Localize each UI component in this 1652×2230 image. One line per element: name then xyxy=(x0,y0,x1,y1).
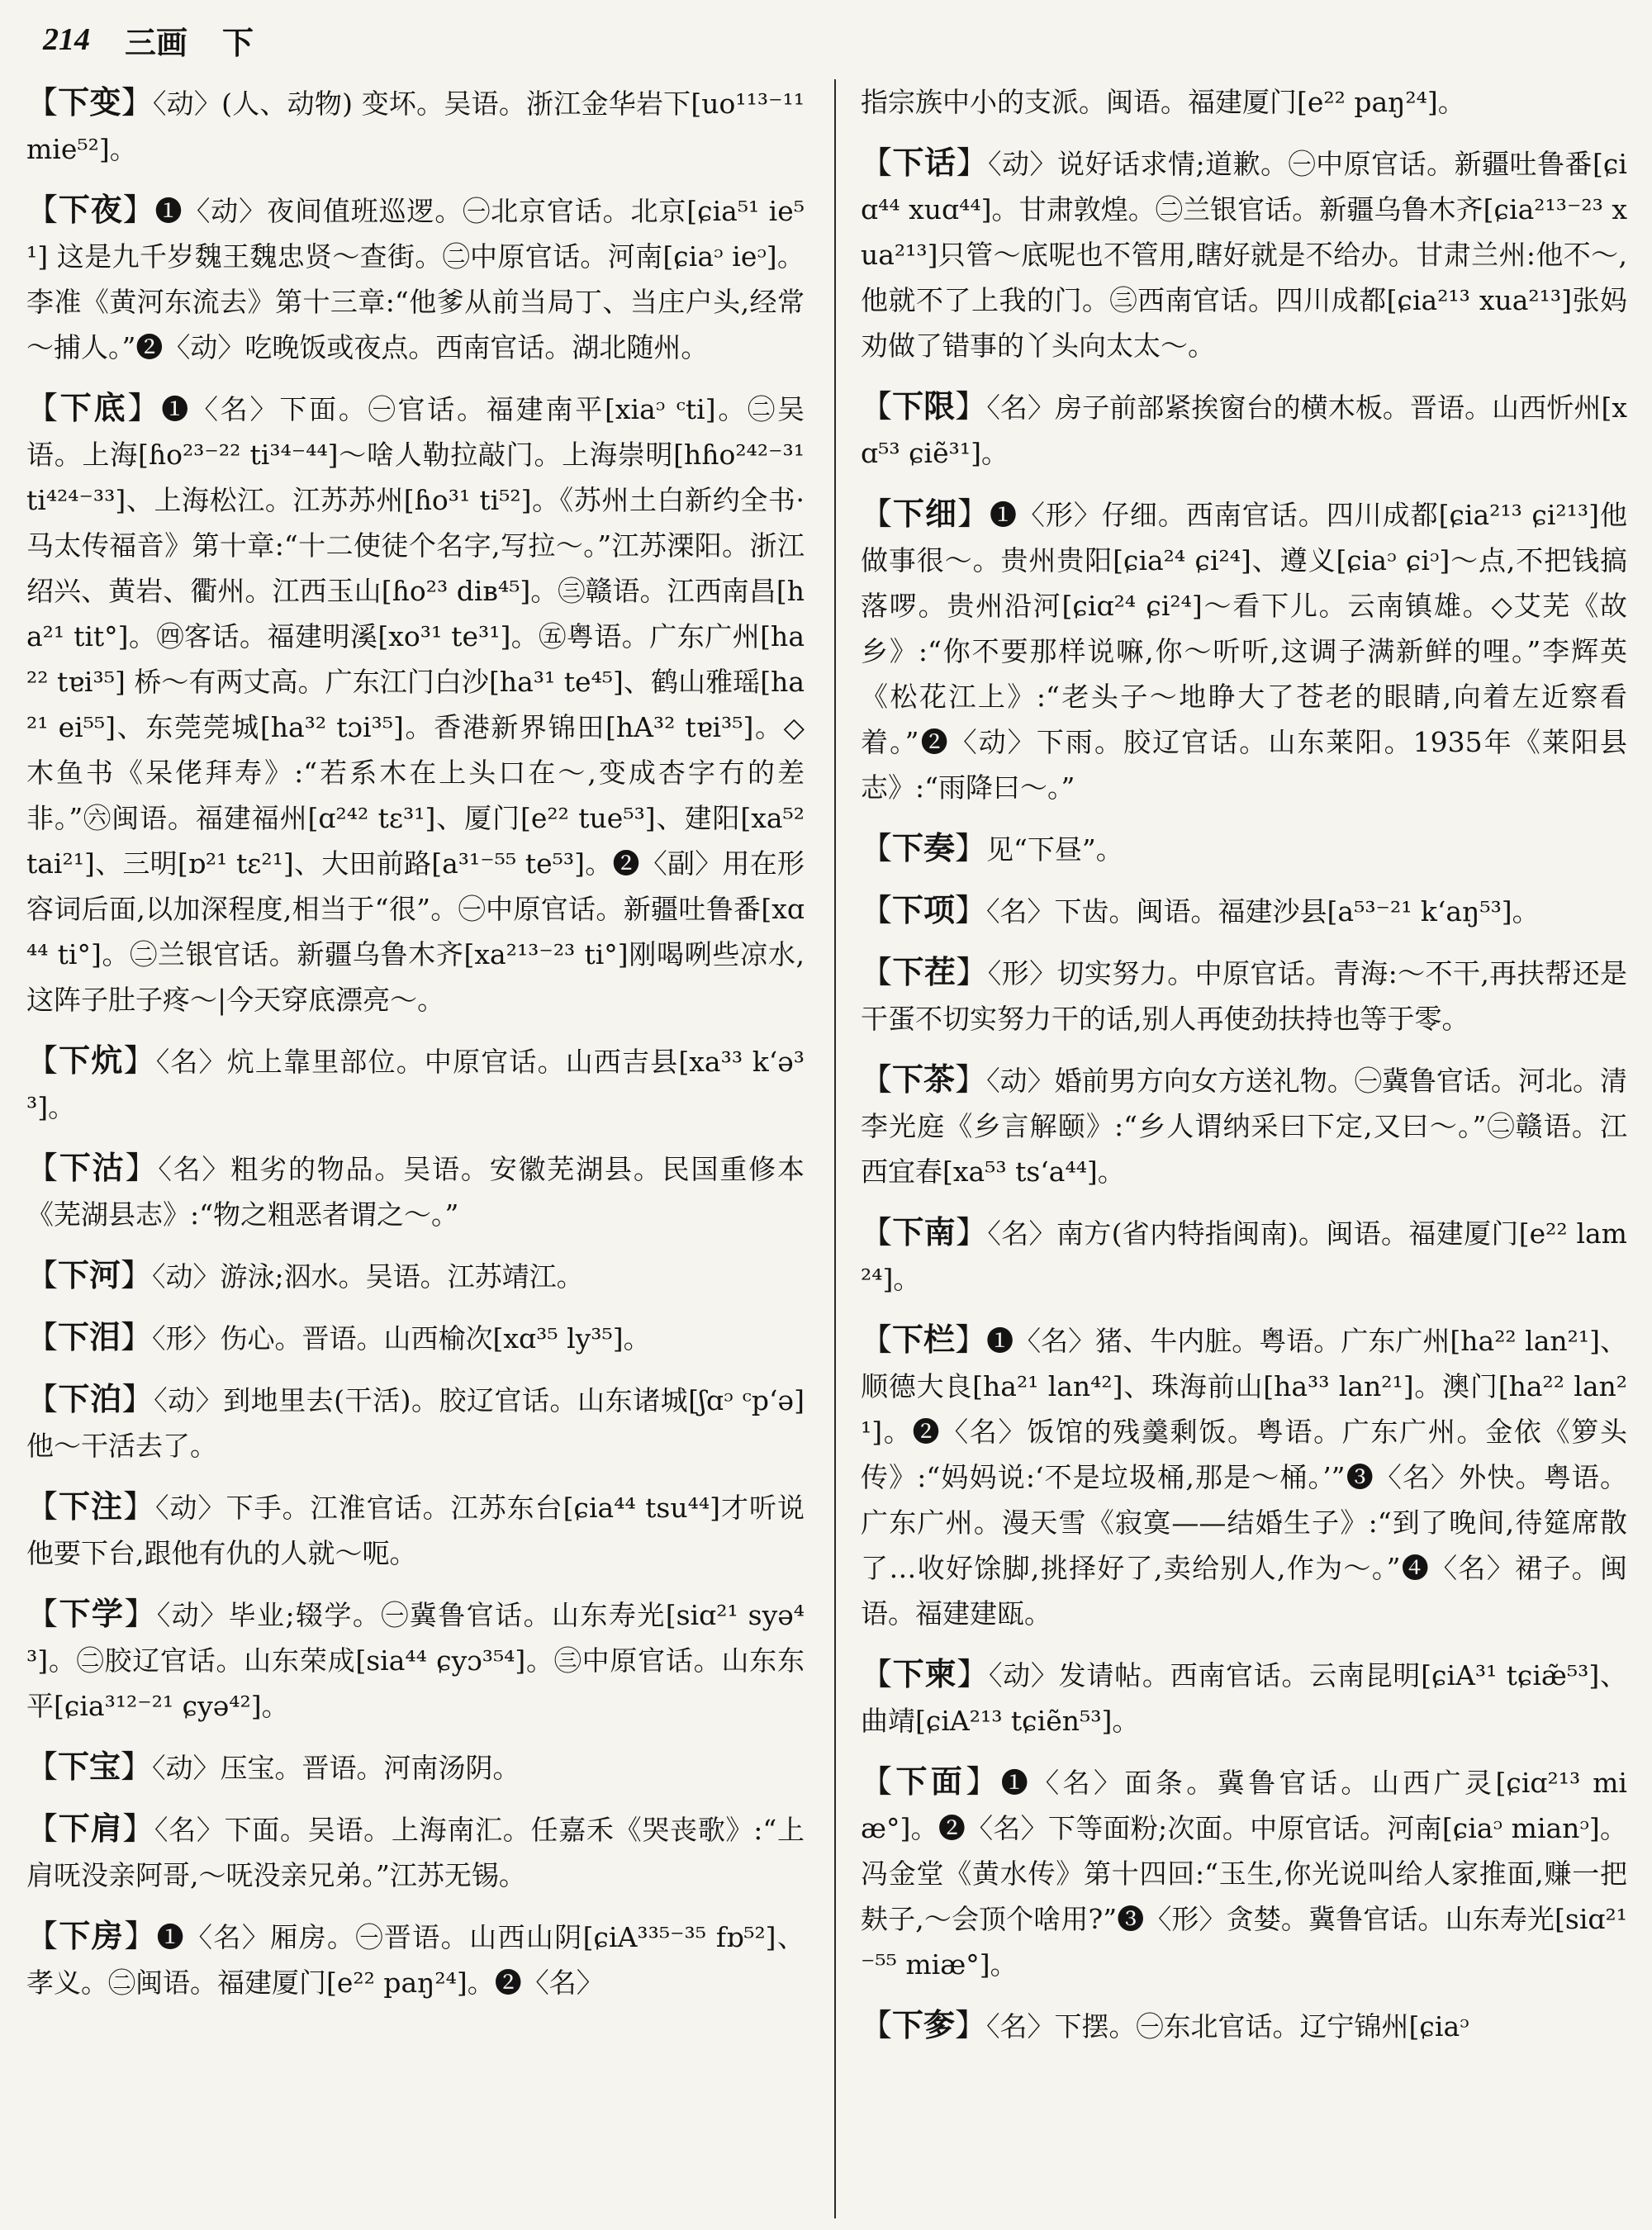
entry-definition: 〈动〉到地里去(干活)。胶辽官话。山东诸城[ʃɑᵓ ᶜpʻə]他～干活去了。 xyxy=(26,1384,805,1462)
entry-headword: 【下细】 xyxy=(861,495,990,532)
entry-definition: 〈动〉婚前男方向女方送礼物。㊀冀鲁官话。河北。清李光庭《乡言解颐》:“乡人谓纳采曰下定,又曰～。”㊁赣语。江西宜春[xa⁵³ tsʻa⁴⁴]。 xyxy=(861,1065,1627,1188)
entry-headword: 【下话】 xyxy=(861,144,988,181)
entry-definition: 〈名〉下齿。闽语。福建沙县[a⁵³⁻²¹ kʻaŋ⁵³]。 xyxy=(986,895,1540,928)
dictionary-entry xyxy=(26,1744,805,1791)
page-number: 214 xyxy=(43,22,90,57)
entry-headword: 【下注】 xyxy=(26,1487,156,1525)
entry-definition: 〈名〉房子前部紧挨窗台的横木板。晋语。山西忻州[xɑ⁵³ ɕiẽ³¹]。 xyxy=(861,391,1627,469)
entry-definition: ❶〈名〉面条。冀鲁官话。山西广灵[ɕiɑ²¹³ miæ°]。❷〈名〉下等面粉;次面。中原官话。河南[ɕiaᵓ mianᵓ]。冯金堂《黄水传》第十四回:“玉生,你光说叫给人家推面,赚一把麸子,～会顶个啥用?”❸〈形〉贪婪。冀鲁官话。山东寿光[siɑ²¹⁻⁵⁵ miæ°]。 xyxy=(861,1767,1627,1981)
dictionary-entry xyxy=(26,1037,805,1130)
dictionary-entry xyxy=(26,385,805,1022)
entry-definition: 〈名〉下摆。㊀东北官话。辽宁锦州[ɕiaᵓ xyxy=(986,2010,1469,2043)
dictionary-entry xyxy=(861,1056,1627,1194)
entry-headword: 【下泊】 xyxy=(26,1380,154,1417)
entry-definition: 〈动〉发请帖。西南官话。云南昆明[ɕiA³¹ tɕiæ̃⁵³]、曲靖[ɕiA²¹³ tɕiẽn⁵³]。 xyxy=(861,1659,1627,1737)
entry-definition: 〈名〉南方(省内特指闽南)。闽语。福建厦门[e²² lam²⁴]。 xyxy=(861,1217,1627,1295)
dictionary-entry xyxy=(26,1913,805,2005)
dictionary-entry xyxy=(861,79,1627,125)
entry-definition: ❶〈名〉下面。㊀官话。福建南平[xiaᵓ ᶜti]。㊁吴语。上海[ɦo²³⁻²² ti³⁴⁻⁴⁴]～啥人勒拉敲门。上海崇明[hɦo²⁴²⁻³¹ ti⁴²⁴⁻³³]、上海松江。江苏苏州[ɦo³¹ ti⁵²]。《苏州土白新约全书·马太传福音》第十章:“十二使徒个名字,写拉～。”江苏溧阳。浙江绍兴、黄岩、衢州。江西玉山[ɦo²³ diʙ⁴⁵]。㊂赣语。江西南昌[ha²¹ tit°]。㊃客话。福建明溪[xo³¹ te³¹]。㊄粤语。广东广州[ha²² tɐi³⁵] 桥～有两丈高。广东江门白沙[ha³¹ te⁴⁵]、鹤山雅瑶[ha²¹ ei⁵⁵]、东莞莞城[ha³² tɔi³⁵]。香港新界锦田[hA³² tɐi³⁵]。◇木鱼书《呆佬拜寿》:“若系木在上头口在～,变成杏字冇的差非。”㊅闽语。福建福州[ɑ²⁴² tɛ³¹]、厦门[e²² tue⁵³]、建阳[xa⁵² tai²¹]、三明[ɒ²¹ tɛ²¹]、大田前路[a³¹⁻⁵⁵ te⁵³]。❷〈副〉用在形容词后面,以加深程度,相当于“很”。㊀中原官话。新疆吐鲁番[xɑ⁴⁴ ti°]。㊁兰银官话。新疆乌鲁木齐[xa²¹³⁻²³ ti°]刚喝咧些凉水,这阵子肚子疼～|今天穿底漂亮～。 xyxy=(26,393,805,1016)
dictionary-entry xyxy=(26,1252,805,1299)
entry-headword: 【下奏】 xyxy=(861,829,987,866)
entry-headword: 【下房】 xyxy=(26,1917,157,1954)
entry-headword: 【下宝】 xyxy=(26,1748,153,1785)
entry-definition: 〈名〉粗劣的物品。吴语。安徽芜湖县。民国重修本《芜湖县志》:“物之粗恶者谓之～。” xyxy=(26,1153,805,1231)
entry-headword: 【下炕】 xyxy=(26,1041,156,1079)
section-label: 三画 xyxy=(125,23,188,61)
entry-headword: 【下柬】 xyxy=(861,1655,989,1692)
left-column xyxy=(26,79,805,2218)
dictionary-entry xyxy=(861,949,1627,1041)
entry-headword: 【下限】 xyxy=(861,387,987,425)
entry-definition: 〈动〉压宝。晋语。河南汤阴。 xyxy=(152,1752,520,1784)
dictionary-entry xyxy=(861,383,1627,476)
dictionary-entry xyxy=(861,2002,1627,2049)
entry-definition: 〈名〉下面。吴语。上海南汇。任嘉禾《哭丧歌》:“上肩呒没亲阿哥,～呒没亲兄弟。”江苏无锡。 xyxy=(26,1814,805,1891)
entry-definition: 〈动〉下手。江淮官话。江苏东台[ɕia⁴⁴ tsu⁴⁴]才听说他要下台,跟他有仇的人就～呃。 xyxy=(26,1492,805,1569)
entry-headword: 【下夜】 xyxy=(26,191,155,228)
dictionary-entry xyxy=(26,1314,805,1361)
entry-definition: 指宗族中小的支派。闽语。福建厦门[e²² paŋ²⁴]。 xyxy=(861,86,1465,118)
entry-definition: 〈形〉切实努力。中原官话。青海:～不干,再扶帮还是干蛋不切实努力干的话,别人再使劲扶持也等于零。 xyxy=(861,957,1627,1035)
dictionary-entry xyxy=(861,1651,1627,1744)
dictionary-entry xyxy=(861,825,1627,872)
entry-definition: 〈动〉游泳;泅水。吴语。江苏靖江。 xyxy=(152,1260,584,1293)
entry-headword: 【下沽】 xyxy=(26,1149,159,1186)
entry-definition: ❶〈名〉厢房。㊀晋语。山西山阴[ɕiA³³⁵⁻³⁵ fɒ⁵²]、孝义。㊁闽语。福建厦门[e²² paŋ²⁴]。❷〈名〉 xyxy=(26,1921,805,1999)
dictionary-entry xyxy=(861,1209,1627,1302)
header-char: 下 xyxy=(222,23,254,61)
entry-headword: 【下茶】 xyxy=(861,1060,987,1098)
dictionary-entry xyxy=(861,491,1627,810)
dictionary-entry xyxy=(26,1376,805,1468)
entry-headword: 【下泪】 xyxy=(26,1318,153,1355)
right-column xyxy=(861,79,1627,2218)
dictionary-entry xyxy=(26,1145,805,1237)
column-divider xyxy=(834,79,836,2218)
dictionary-entry xyxy=(861,1758,1627,1987)
dictionary-entry xyxy=(26,1483,805,1576)
entry-headword: 【下河】 xyxy=(26,1256,153,1293)
entry-headword: 【下项】 xyxy=(861,891,987,928)
entry-headword: 【下南】 xyxy=(861,1213,988,1250)
dictionary-entry xyxy=(26,1591,805,1729)
dictionary-entry xyxy=(861,1317,1627,1636)
entry-definition: 〈动〉(人、动物) 变坏。吴语。浙江金华岩下[uo¹¹³⁻¹¹ mie⁵²]。 xyxy=(26,88,805,165)
entry-definition: ❶〈动〉夜间值班巡逻。㊀北京官话。北京[ɕia⁵¹ ie⁵¹] 这是九千岁魏王魏忠贤～查街。㊁中原官话。河南[ɕiaᵓ ieᵓ]。李准《黄河东流去》第十三章:“他爹从前当局丁、当庄户头,经常～捕人。”❷〈动〉吃晚饭或夜点。西南官话。湖北随州。 xyxy=(26,195,805,363)
entry-definition: 〈动〉说好话求情;道歉。㊀中原官话。新疆吐鲁番[ɕiɑ⁴⁴ xuɑ⁴⁴]。甘肃敦煌。㊁兰银官话。新疆乌鲁木齐[ɕia²¹³⁻²³ xua²¹³]只管～底呢也不管用,瞎好就是不给办。甘肃兰州:他不～,他就不了上我的门。㊂西南官话。四川成都[ɕia²¹³ xua²¹³]张妈劝做了错事的丫头向太太～。 xyxy=(861,148,1627,362)
entry-definition: 见“下昼”。 xyxy=(986,833,1123,866)
entry-headword: 【下学】 xyxy=(26,1595,157,1632)
entry-headword: 【下栏】 xyxy=(861,1321,987,1358)
dictionary-entry xyxy=(861,887,1627,934)
dictionary-entry xyxy=(26,1805,805,1898)
page-header xyxy=(43,15,254,64)
entry-definition: 〈名〉炕上靠里部位。中原官话。山西吉县[xa³³ kʻə³³]。 xyxy=(26,1046,805,1123)
entry-headword: 【下奓】 xyxy=(861,2006,987,2043)
entry-headword: 【下肩】 xyxy=(26,1810,154,1847)
dictionary-entry xyxy=(861,140,1627,368)
dictionary-entry xyxy=(26,79,805,172)
entry-headword: 【下面】 xyxy=(861,1763,1001,1800)
entry-headword: 【下变】 xyxy=(26,83,153,121)
entry-definition: 〈动〉毕业;辍学。㊀冀鲁官话。山东寿光[siɑ²¹ syə⁴³]。㊁胶辽官话。山东荣成[sia⁴⁴ ɕyɔ³⁵⁴]。㊂中原官话。山东东平[ɕia³¹²⁻²¹ ɕyə⁴²]。 xyxy=(26,1599,805,1722)
entry-headword: 【下茬】 xyxy=(861,953,988,990)
entry-definition: ❶〈名〉猪、牛内脏。粤语。广东广州[ha²² lan²¹]、顺德大良[ha²¹ lan⁴²]、珠海前山[ha³³ lan²¹]。澳门[ha²² lan²¹]。❷〈名〉饭馆的残羹剩饭。粤语。广东广州。金依《箩头传》:“妈妈说:‘不是垃圾桶,那是～桶。’”❸〈名〉外快。粤语。广东广州。漫天雪《寂寞——结婚生子》:“到了晚间,待筵席散了…收好馀脚,挑择好了,卖给别人,作为～。”❹〈名〉裙子。闽语。福建建瓯。 xyxy=(861,1325,1627,1630)
entry-definition: ❶〈形〉仔细。西南官话。四川成都[ɕia²¹³ ɕi²¹³]他做事很～。贵州贵阳[ɕia²⁴ ɕi²⁴]、遵义[ɕiaᵓ ɕiᵓ]～点,不把钱搞落啰。贵州沿河[ɕiɑ²⁴ ɕi²⁴]～看下儿。云南镇雄。◇艾芜《故乡》:“你不要那样说嘛,你～听听,这调子满新鲜的哩。”李辉英《松花江上》:“老头子～地睁大了苍老的眼睛,向着左近察看着。”❷〈动〉下雨。胶辽官话。山东莱阳。1935年《莱阳县志》:“雨降曰～。” xyxy=(861,499,1627,804)
entry-headword: 【下底】 xyxy=(26,389,162,426)
dictionary-entry xyxy=(26,187,805,370)
entry-definition: 〈形〉伤心。晋语。山西榆次[xɑ³⁵ ly³⁵]。 xyxy=(152,1322,651,1355)
